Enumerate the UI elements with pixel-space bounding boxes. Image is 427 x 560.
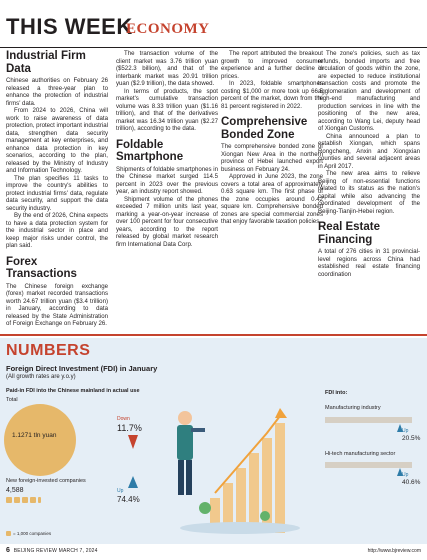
company-icon-legend <box>6 531 51 536</box>
fdi-into-label: FDI into: <box>325 390 348 396</box>
page-header <box>0 0 427 50</box>
article-paragraph: The transaction volume of the client market was 3.76 trillion yuan ($522.3 billion), and that of the interbank market was 20.91 trillion yuan ($2.9 trillion), the data showed. <box>116 50 218 87</box>
total-circle <box>4 404 76 476</box>
numbers-divider <box>0 334 427 336</box>
page-title: THIS WEEK <box>6 14 133 39</box>
paid-in-label: Paid-in FDI into the Chinese mainland in actual use <box>6 388 140 394</box>
fdi-chart-subtitle: (All growth rates are y.o.y) <box>6 374 76 380</box>
article-paragraph: The new area aims to relieve Beijing of non-essential functions related to its status as the nation's capital while also advancing the coordinated development of the Beijing-Tianjin-Hebei region. <box>318 170 420 215</box>
article-paragraph: By the end of 2026, China expects to have a data protection system for the industrial sector in place and keep major risks under control, the plan said. <box>6 212 108 249</box>
hightech-up-value: 40.6% <box>402 479 421 486</box>
article-paragraph: The Chinese foreign exchange (forex) market recorded transactions worth 24.67 trillion yuan ($3.4 trillion) in January, according to data released by the State Administration of Foreign Exchange on February 26. <box>6 282 108 327</box>
article-heading-forex: Forex Transactions <box>6 255 77 280</box>
up-arrow-icon <box>128 476 138 488</box>
total-label: Total <box>6 397 18 403</box>
manufacturing-up-value: 20.5% <box>402 435 421 442</box>
article-paragraph: In 2023, foldable smartphones costing $1,000 or more took up 66.5 percent of the market, down from the 81 percent registered in 2022. <box>221 80 323 110</box>
section-label: ECONOMY <box>126 21 210 37</box>
down-arrow-icon <box>128 435 138 449</box>
manufacturing-up-label: Up <box>402 428 409 434</box>
new-companies-label: New foreign-invested companies <box>6 478 86 484</box>
column-2 <box>116 50 218 248</box>
footer-left <box>6 547 98 554</box>
down-label: Down <box>117 416 130 422</box>
article-paragraph: A total of 276 cities in 31 provincial-level regions across China had established real estate financing coordination <box>318 248 420 278</box>
article-heading-foldable: Foldable Smartphone <box>116 138 184 163</box>
footer-url[interactable]: http://www.bjreview.com <box>367 548 421 554</box>
article-paragraph: Shipment volume of the phones exceeded 7 million units last year, marking a year-on-year increase of over 100 percent for four consecutive years, according to the report released by global market research firm International Data Corp. <box>116 195 218 248</box>
total-value: 1.1271 tln yuan <box>12 432 57 439</box>
new-companies-up-label: Up <box>117 488 124 494</box>
article-heading-real-estate: Real Estate Financing <box>318 221 381 246</box>
manufacturing-bar <box>325 417 412 423</box>
article-paragraph: Shipments of foldable smartphones in the Chinese market surged 114.5 percent in 2023 over the previous year, an industry report showed. <box>116 165 218 195</box>
article-paragraph: The plan specifies 11 tasks to improve the country's abilities to protect industrial firms' data, regulate data security, and support the data security industry. <box>6 174 108 212</box>
article-paragraph: China announced a plan to establish Xiongan, which spans Rongcheng, Anxin and Xiongxian counties and several adjacent areas in April 2017. <box>318 132 420 170</box>
article-paragraph: Approved in June 2023, the zone covers a total area of approximately 0.63 square km. The first phase of the zone occupies around 0.42 square km. Comprehensive bonded zones are special commercial zones that enjoy favorable taxation policies. <box>221 173 323 225</box>
page-number: 6 <box>6 547 11 554</box>
column-4 <box>318 50 420 278</box>
column-3 <box>221 50 323 226</box>
down-value: 11.7% <box>117 423 142 433</box>
article-heading-industrial-firm-data: Industrial Firm Data <box>6 50 86 75</box>
article-columns <box>0 50 427 333</box>
new-companies-up-value: 74.4% <box>117 495 140 504</box>
column-1 <box>6 50 108 328</box>
numbers-panel <box>0 338 427 544</box>
article-paragraph: From 2024 to 2026, China will work to raise awareness of data protection, protect important industrial data, strengthen data security management at key enterprises, and enhance data protection in key scenarios, according to the plan, released by the Ministry of Industry and Information Technology. <box>6 107 108 174</box>
manufacturing-label: Manufacturing industry <box>325 405 381 411</box>
company-legend-icon <box>6 531 11 536</box>
hightech-label: Hi-tech manufacturing sector <box>325 451 396 457</box>
header-divider <box>0 47 427 48</box>
page-footer <box>0 544 427 560</box>
legend-text: = 1,000 companies <box>13 531 52 536</box>
fdi-chart-title: Foreign Direct Investment (FDI) in January <box>6 364 158 373</box>
businessman-illustration <box>165 388 305 538</box>
numbers-title: NUMBERS <box>6 342 91 359</box>
hightech-up-label: Up <box>402 472 409 478</box>
article-paragraph: The comprehensive bonded zone of Xiongan New Area in the northern province of Hebei launched export business on February 24. <box>221 143 323 173</box>
article-paragraph: Chinese authorities on February 26 released a three-year plan to enhance the protection of industrial firms' data. <box>6 77 108 107</box>
article-heading-bonded: Comprehensive Bonded Zone <box>221 116 308 141</box>
new-companies-value: 4,588 <box>6 487 24 494</box>
publication-line: BEIJING REVIEW MARCH 7, 2024 <box>13 548 98 554</box>
article-paragraph: The zone's policies, such as tax refunds, bonded imports and free circulation of goods within the zone, are expected to reduce institutional transaction costs and promote the agglomeration and development of high-end manufacturing and production services in line with the positioning of the new area, according to Wang Lei, deputy head of Xiongan Customs. <box>318 50 420 132</box>
company-icons <box>6 495 78 527</box>
article-paragraph: The report attributed the breakout growth to improved consumer experience and a further decline in prices. <box>221 50 323 80</box>
article-paragraph: In terms of products, the spot market's cumulative transaction volume was 8.33 trillion yuan ($1.16 trillion), and that of the derivatives market was 16.34 trillion yuan ($2.27 trillion), according to the data. <box>116 87 218 132</box>
